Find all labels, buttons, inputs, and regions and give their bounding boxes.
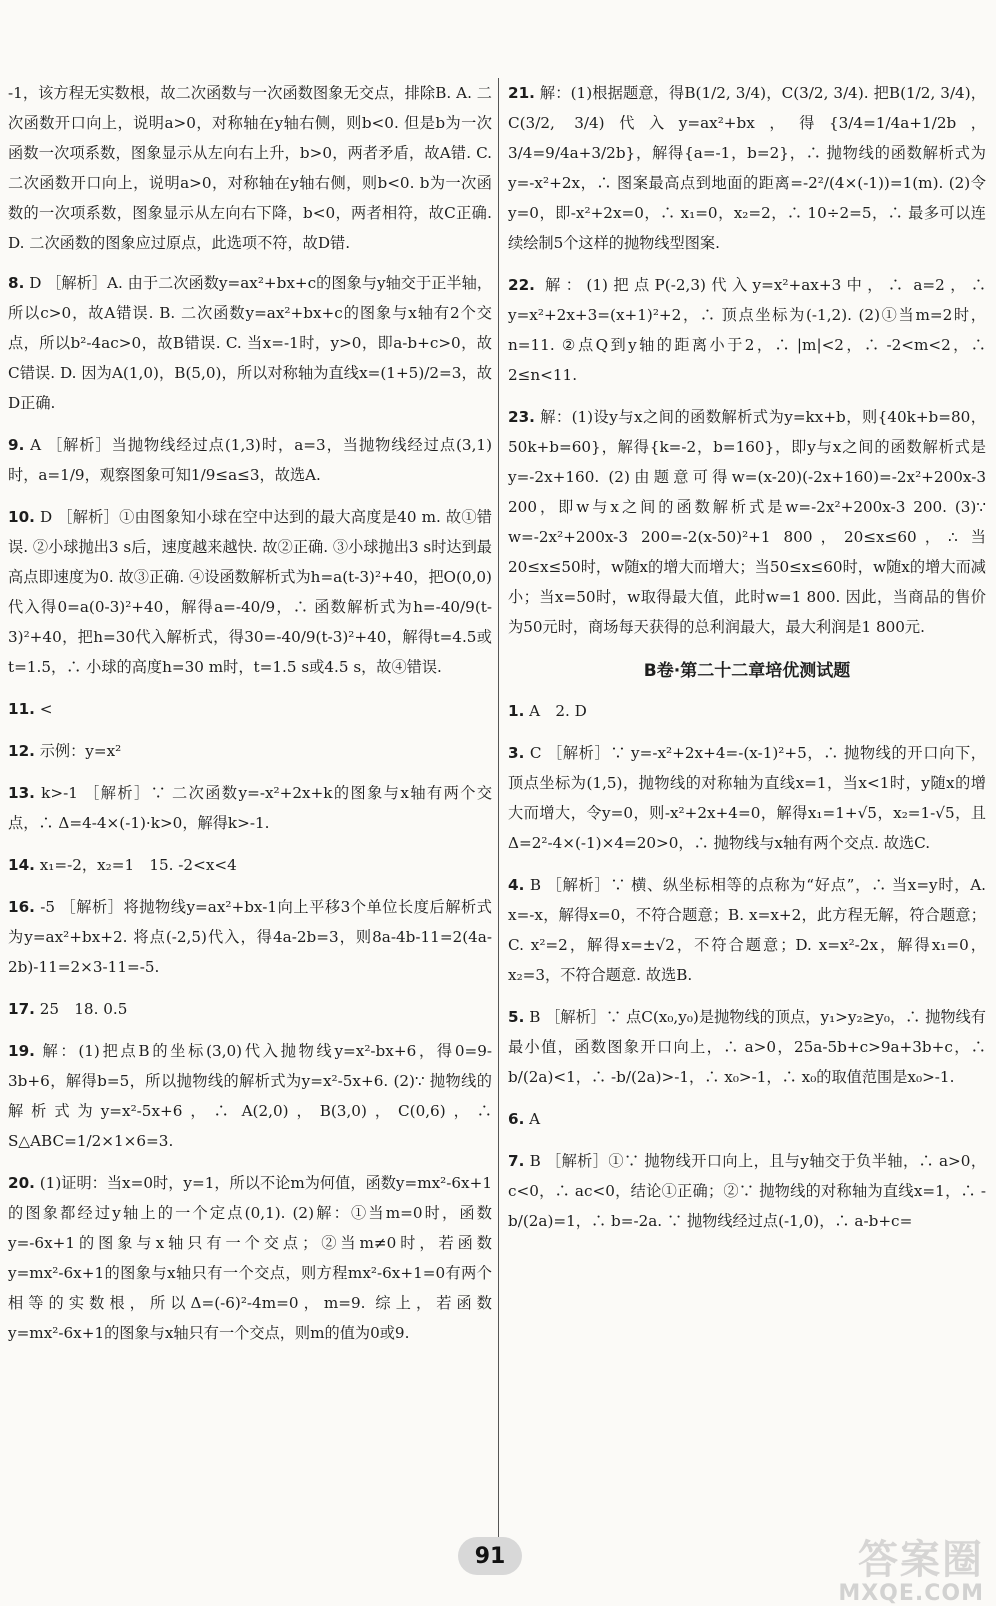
- answer-item: [8, 502, 492, 682]
- answer-text: D ［解析］A. 由于二次函数y=ax²+bx+c的图象与y轴交于正半轴，所以c>0，故A错误. B. 二次函数y=ax²+bx+c的图象与x轴有2个交点，所以b²-4ac>0，故B错误. C. 当x=-1时，y>0，即a-b+c>0，故C错误. D. 因为A(1,0)，B(5,0)，所以对称轴为直线x=(1+5)/2=3，故D正确.: [8, 274, 493, 412]
- answer-number: 22.: [508, 276, 535, 294]
- answer-number: 10.: [8, 508, 35, 526]
- answer-number: 6.: [508, 1110, 525, 1128]
- answer-text: B ［解析］①∵ 抛物线开口向上，且与y轴交于负半轴，∴ a>0，c<0，∴ ac<0，结论①正确；②∵ 抛物线的对称轴为直线x=1，∴ -b/(2a)=1，∴ b=-2a. ∵ 抛物线经过点(-1,0)，∴ a-b+c=: [508, 1152, 987, 1230]
- answer-number: 21.: [508, 84, 535, 102]
- answer-item: [508, 696, 986, 726]
- answer-number: 7.: [508, 1152, 525, 1170]
- answer-item: [8, 268, 492, 418]
- answer-item: [8, 694, 492, 724]
- section-title: B卷·第二十二章培优测试题: [643, 661, 851, 681]
- answer-text: 示例：y=x²: [39, 742, 122, 760]
- answer-text: 解：(1)把点B的坐标(3,0)代入抛物线y=x²-bx+6，得0=9-3b+6，解得b=5，所以抛物线的解析式为y=x²-5x+6. (2)∵ 抛物线的解析式为y=x²-5x+6，∴ A(2,0)，B(3,0)，C(0,6)，∴ S△ABC=1/2×1×6=3.: [8, 1042, 492, 1150]
- answer-item: [508, 1104, 986, 1134]
- answer-text: x₁=-2，x₂=1 15. -2<x<4: [39, 856, 237, 874]
- answer-number: 12.: [8, 742, 35, 760]
- answer-item: [8, 994, 492, 1024]
- answer-item: [508, 738, 986, 858]
- watermark-url: MXQE.COM: [838, 1581, 984, 1606]
- answer-text: 解：(1)根据题意，得B(1/2, 3/4)，C(3/2, 3/4). 把B(1/2, 3/4)，C(3/2, 3/4)代入y=ax²+bx，得{3/4=1/4a+1/2b，3/4=9/4a+3/2b}，解得{a=-1，b=2}，∴ 抛物线的函数解析式为y=-x²+2x，∴ 图案最高点到地面的距离=-2²/(4×(-1))=1(m). (2)令y=0，即-x²+2x=0，∴ x₁=0，x₂=2，∴ 10÷2=5，∴ 最多可以连续绘制5个这样的抛物线型图案.: [508, 84, 986, 252]
- answer-item: [508, 270, 986, 390]
- answer-number: 8.: [8, 274, 25, 292]
- answer-text: (1)证明：当x=0时，y=1，所以不论m为何值，函数y=mx²-6x+1的图象都经过y轴上的一个定点(0,1). (2)解：①当m=0时，函数y=-6x+1的图象与x轴只有一个交点；②当m≠0时，若函数y=mx²-6x+1的图象与x轴只有一个交点，则方程mx²-6x+1=0有两个相等的实数根，所以Δ=(-6)²-4m=0，m=9. 综上，若函数y=mx²-6x+1的图象与x轴只有一个交点，则m的值为0或9.: [8, 1174, 493, 1342]
- answer-number: 16.: [8, 898, 35, 916]
- answer-text: A ［解析］当抛物线经过点(1,3)时，a=3，当抛物线经过点(3,1)时，a=1/9，观察图象可知1/9≤a≤3，故选A.: [8, 436, 493, 484]
- answer-text: 25 18. 0.5: [39, 1000, 128, 1018]
- answer-number: 13.: [8, 784, 35, 802]
- answer-text: k>-1 ［解析］∵ 二次函数y=-x²+2x+k的图象与x轴有两个交点，∴ Δ=4-4×(-1)·k>0，解得k>-1.: [8, 784, 493, 832]
- answer-text: 解：(1)设y与x之间的函数解析式为y=kx+b，则{40k+b=80，50k+b=60}，解得{k=-2，b=160}，即y与x之间的函数解析式是y=-2x+160. (2)由题意可得w=(x-20)(-2x+160)=-2x²+200x-3 200，即w与x之间的函数解析式是w=-2x²+200x-3 200. (3)∵ w=-2x²+200x-3 200=-2(x-50)²+1 800，20≤x≤60，∴ 当20≤x≤50时，w随x的增大而增大；当50≤x≤60时，w随x的增大而减小；当x=50时，w取得最大值，此时w=1 800. 因此，当商品的售价为50元时，商场每天获得的总利润最大，最大利润是1 800元.: [508, 408, 986, 636]
- answer-number: 20.: [8, 1174, 35, 1192]
- answer-number: 5.: [508, 1008, 525, 1026]
- answer-number: 14.: [8, 856, 35, 874]
- answer-item: [508, 78, 986, 258]
- page-number-badge: 91: [458, 1537, 522, 1575]
- answer-text: 解：(1)把点P(-2,3)代入y=x²+ax+3中，∴ a=2，∴ y=x²+2x+3=(x+1)²+2，∴ 顶点坐标为(-1,2). (2)①当m=2时，n=11. ②点Q到y轴的距离小于2，∴ |m|<2，∴ -2<m<2，∴ 2≤n<11.: [508, 276, 987, 384]
- answer-text: -1，该方程无实数根，故二次函数与一次函数图象无交点，排除B. A. 二次函数开口向上，说明a>0，对称轴在y轴右侧，则b<0. 但是b为一次函数一次项系数，图象显示从左向右上升，b>0，两者矛盾，故A错. C. 二次函数开口向上，说明a>0，对称轴在y轴右侧，则b<0. b为一次函数的一次项系数，图象显示从左向右下降，b<0，两者相符，故C正确. D. 二次函数的图象应过原点，此选项不符，故D错.: [8, 84, 492, 252]
- answer-number: 19.: [8, 1042, 35, 1060]
- answer-number: 3.: [508, 744, 525, 762]
- answer-number: 11.: [8, 700, 35, 718]
- answer-item: [8, 850, 492, 880]
- answer-number: 1.: [508, 702, 525, 720]
- watermark: [838, 1528, 984, 1606]
- answer-number: 4.: [508, 876, 525, 894]
- right-column: [508, 78, 986, 1248]
- answer-text: <: [39, 700, 53, 718]
- answer-text: -5 ［解析］将抛物线y=ax²+bx-1向上平移3个单位长度后解析式为y=ax²+bx+2. 将点(-2,5)代入，得4a-2b=3，则8a-4b-11=2(4a-2b)-11=2×3-11=-5.: [8, 898, 492, 976]
- answer-item: [508, 1146, 986, 1236]
- answer-item: [8, 1036, 492, 1156]
- answer-text: A: [529, 1110, 541, 1128]
- answer-text: D ［解析］①由图象知小球在空中达到的最大高度是40 m. 故①错误. ②小球抛出3 s后，速度越来越快. 故②正确. ③小球抛出3 s时达到最高点即速度为0. 故③正确. ④设函数解析式为h=a(t-3)²+40，把O(0,0)代入得0=a(0-3)²+40，解得a=-40/9，∴ 函数解析式为h=-40/9(t-3)²+40，把h=30代入解析式，得30=-40/9(t-3)²+40，解得t=4.5或t=1.5，∴ 小球的高度h=30 m时，t=1.5 s或4.5 s，故④错误.: [8, 508, 492, 676]
- answer-number: 23.: [508, 408, 535, 426]
- answer-text: B ［解析］∵ 横、纵坐标相等的点称为“好点”，∴ 当x=y时，A. x=-x，解得x=0，不符合题意；B. x=x+2，此方程无解，符合题意；C. x²=2，解得x=±√2，不符合题意；D. x=x²-2x，解得x₁=0，x₂=3，不符合题意. 故选B.: [508, 876, 987, 984]
- answer-item: [8, 430, 492, 490]
- watermark-logo-text: 答案圈: [858, 1537, 984, 1583]
- answer-item: [8, 1168, 492, 1348]
- answer-item: [508, 402, 986, 642]
- answer-item: [8, 892, 492, 982]
- answer-item: [508, 1002, 986, 1092]
- left-column: [8, 78, 492, 1360]
- answer-item: [8, 736, 492, 766]
- answer-text: C ［解析］∵ y=-x²+2x+4=-(x-1)²+5，∴ 抛物线的开口向下，顶点坐标为(1,5)，抛物线的对称轴为直线x=1，当x<1时，y随x的增大而增大，令y=0，则-x²+2x+4=0，解得x₁=1+√5，x₂=1-√5，且Δ=2²-4×(-1)×4=20>0，∴ 抛物线与x轴有两个交点. 故选C.: [508, 744, 986, 852]
- answer-item: [8, 78, 492, 258]
- answer-number: 17.: [8, 1000, 35, 1018]
- column-divider: [498, 78, 499, 1543]
- answer-text: A 2. D: [529, 702, 587, 720]
- answer-text: B ［解析］∵ 点C(x₀,y₀)是抛物线的顶点，y₁>y₂≥y₀，∴ 抛物线有最小值，函数图象开口向上，∴ a>0，25a-5b+c>9a+3b+c，∴ b/(2a)<1，∴ -b/(2a)>-1，∴ x₀>-1，∴ x₀的取值范围是x₀>-1.: [508, 1008, 986, 1086]
- answer-item: [8, 778, 492, 838]
- answer-item: [508, 870, 986, 990]
- answer-number: 9.: [8, 436, 25, 454]
